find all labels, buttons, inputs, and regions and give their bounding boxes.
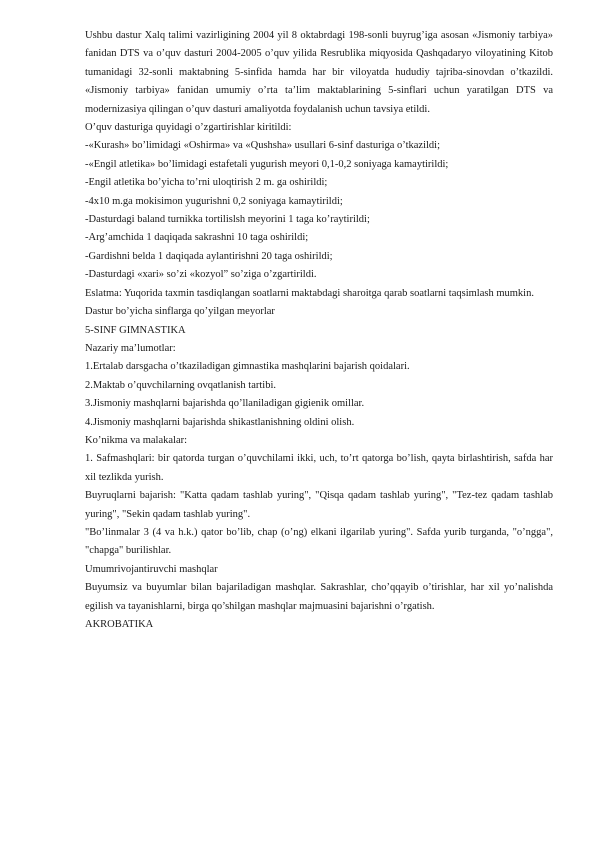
theory-item: 3.Jismoniy mashqlarni bajarishda qo’llaniladigan gigienik omillar.: [85, 398, 365, 410]
general-exercises-heading: Umumrivojantiruvchi mashqlar: [85, 563, 218, 575]
theory-item: 2.Maktab o’quvchilarning ovqatlanish tartibi.: [85, 379, 276, 391]
commands-paragraph: Buyruqlarni bajarish: "Katta qadam tashlab yuring", "Qisqa qadam tashlab yuring", "Tez-tez qadam tashlab yuring", "Sekin qadam tashlab yuring".: [85, 490, 553, 520]
change-item: -4x10 m.ga mokisimon yugurishni 0,2 soniyaga kamaytirildi;: [85, 195, 343, 207]
change-item: -Dasturdagi baland turnikka tortilislsh meyorini 1 taga ko’raytirildi;: [85, 214, 370, 226]
change-item: -Gardishni belda 1 daqiqada aylantirishni 20 taga oshirildi;: [85, 250, 333, 262]
change-item: -Dasturdagi «xari» so’zi «kozyol” so’ziga o’zgartirildi.: [85, 269, 317, 281]
formation-paragraph: "Bo’linmalar 3 (4 va h.k.) qator bo’lib, chap (o’ng) elkani ilgarilab yuring". Safda yurib turganda, "o’ngga", "chapga" burilishlar.: [85, 526, 553, 557]
document-page: [85, 27, 553, 634]
section-heading-gymnastics: 5-SINF GIMNASTIKA: [85, 324, 186, 336]
section-heading-acrobatics: AKROBATIKA: [85, 619, 154, 630]
change-item: -Arg’amchida 1 daqiqada sakrashni 10 taga oshirildi;: [85, 232, 309, 244]
changes-intro-line: O’quv dasturiga quyidagi o’zgartirishlar kiritildi:: [85, 122, 292, 134]
change-item: -«Engil atletika» bo’limidagi estafetali yugurish meyori 0,1-0,2 soniyaga kamaytirildi;: [85, 158, 449, 170]
norms-heading: Dastur bo’yicha sinflarga qo’yilgan meyorlar: [85, 306, 275, 318]
change-item: -«Kurash» bo’limidagi «Oshirma» va «Qushsha» usullari 6-sinf dasturiga o’tkazildi;: [85, 140, 440, 152]
theory-item: 4.Jismoniy mashqlarni bajarishda shikastlanishning oldini olish.: [85, 416, 355, 428]
theory-heading: Nazariy ma’lumotlar:: [85, 342, 176, 354]
intro-paragraph: Ushbu dastur Xalq talimi vazirligining 2004 yil 8 oktabrdagi 198-sonli buyrug’iga asosan «Jismoniy tarbiya» fanidan DTS va o’quv dasturi 2004-2005 o’quv yilida Resrublika miqyosida Qashqadaryo viloyatining Kitob tumanidagi 32-sonli maktabning 5-sinfida hamda har bir viloyatda hududiy tajriba-sinovdan o’tkazildi. «Jismoniy tarbiya» fanidan umumiy o’rta ta’lim maktablarining 5-sinflari uchun yaratilgan DTS va modernizasiya qilingan o’quv dasturi amaliyotda foydalanish uchun tavsiya etildi.: [85, 30, 553, 115]
change-item: -Engil atletika bo’yicha to’rni uloqtirish 2 m. ga oshirildi;: [85, 177, 328, 189]
theory-item: 1.Ertalab darsgacha o’tkaziladigan gimnastika mashqlarini bajarish qoidalari.: [85, 361, 410, 373]
exercises-paragraph: Buyumsiz va buyumlar bilan bajariladigan mashqlar. Sakrashlar, cho’qqayib o’tirishlar, har xil yo’nalishda egilish va tayanishlarni, birga qo’shilgan mashqlar majmuasini bajarishni o’rgatish.: [85, 582, 553, 612]
note-paragraph: Eslatma: Yuqorida taxmin tasdiqlangan soatlarni maktabdagi sharoitga qarab soatlarni taqsimlash mumkin.: [85, 287, 534, 299]
skills-paragraph: 1. Safmashqlari: bir qatorda turgan o’quvchilami ikki, uch, to’rt qatorga bo’lish, qayta birlashtirish, safda har xil tezlikda yurish.: [85, 453, 553, 483]
skills-heading: Ko’nikma va malakalar:: [85, 434, 188, 446]
